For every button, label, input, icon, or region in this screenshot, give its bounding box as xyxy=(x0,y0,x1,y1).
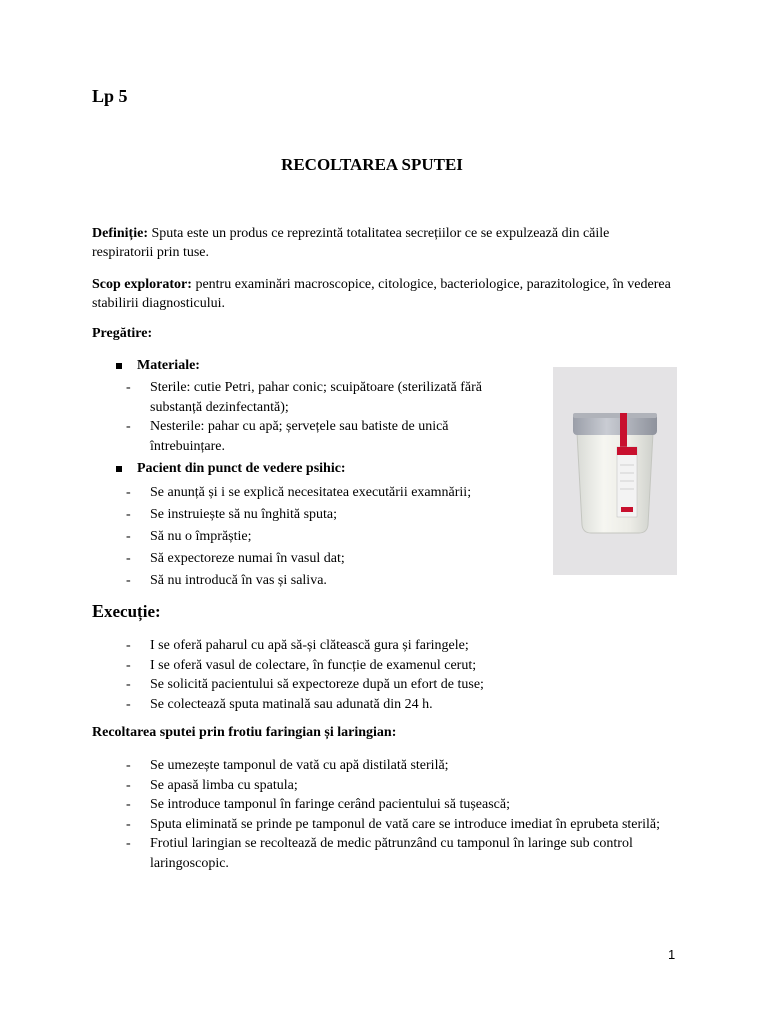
definition-paragraph xyxy=(92,224,672,262)
scope-paragraph xyxy=(92,275,672,313)
lab-label: Lp 5 xyxy=(92,86,128,106)
list-item: - Sterile: cutie Petri, pahar conic; scuipătoare (sterilizată fără substanță dezinfectantă); xyxy=(126,378,526,417)
execution-list xyxy=(126,636,646,714)
patient-list xyxy=(126,482,536,592)
patient-title: Pacient din punct de vedere psihic: xyxy=(137,461,346,476)
list-item: - Să expectoreze numai în vasul dat; xyxy=(126,548,536,570)
square-bullet-icon xyxy=(116,363,122,369)
execution-heading-initial: E xyxy=(92,601,105,621)
execution-heading-rest: xecuție: xyxy=(104,602,161,621)
list-item: - Se umezește tamponul de vată cu apă distilată sterilă; xyxy=(126,756,678,776)
swab-list xyxy=(126,756,678,873)
swab-heading: Recoltarea sputei prin frotiu faringian și laringian: xyxy=(92,725,397,740)
execution-heading xyxy=(92,601,161,622)
list-item: - Se apasă limba cu spatula; xyxy=(126,776,678,796)
list-item: - I se oferă vasul de colectare, în funcție de examenul cerut; xyxy=(126,656,646,676)
list-item: - Se introduce tamponul în faringe cerând pacientului să tușească; xyxy=(126,795,678,815)
materials-list xyxy=(126,378,526,456)
list-item: - Să nu introducă în vas și saliva. xyxy=(126,570,536,592)
materials-title: Materiale: xyxy=(137,358,200,373)
list-item: - Se anunță și i se explică necesitatea executării examnării; xyxy=(126,482,536,504)
scope-label: Scop explorator: xyxy=(92,277,192,292)
square-bullet-icon xyxy=(116,466,122,472)
definition-label: Definiție: xyxy=(92,226,148,241)
list-item: - Frotiul laringian se recoltează de medic pătrunzând cu tamponul în laringe sub control laringoscopic. xyxy=(126,834,678,873)
definition-text: Sputa este un produs ce reprezintă totalitatea secrețiilor ce se expulzează din căile respiratorii prin tuse. xyxy=(92,226,610,260)
preparation-heading: Pregătire: xyxy=(92,326,153,341)
list-item: - I se oferă paharul cu apă să-și clătească gura și faringele; xyxy=(126,636,646,656)
page-number: 1 xyxy=(668,947,676,962)
list-item: - Se instruiește să nu înghită sputa; xyxy=(126,504,536,526)
specimen-cup-icon xyxy=(553,367,677,575)
page-title: RECOLTAREA SPUTEI xyxy=(281,155,463,174)
scope-text: pentru examinări macroscopice, citologice, bacteriologice, parazitologice, în vederea stabilirii diagnosticului. xyxy=(92,277,671,311)
list-item: - Se solicită pacientului să expectoreze după un efort de tuse; xyxy=(126,675,646,695)
list-item: - Nesterile: pahar cu apă; șervețele sau batiste de unică întrebuințare. xyxy=(126,417,526,456)
list-item: - Se colectează sputa matinală sau adunată din 24 h. xyxy=(126,695,646,715)
sputum-container-image xyxy=(553,367,677,575)
list-item: - Sputa eliminată se prinde pe tamponul de vată care se introduce imediat în eprubeta sterilă; xyxy=(126,815,678,835)
list-item: - Să nu o împrăștie; xyxy=(126,526,536,548)
